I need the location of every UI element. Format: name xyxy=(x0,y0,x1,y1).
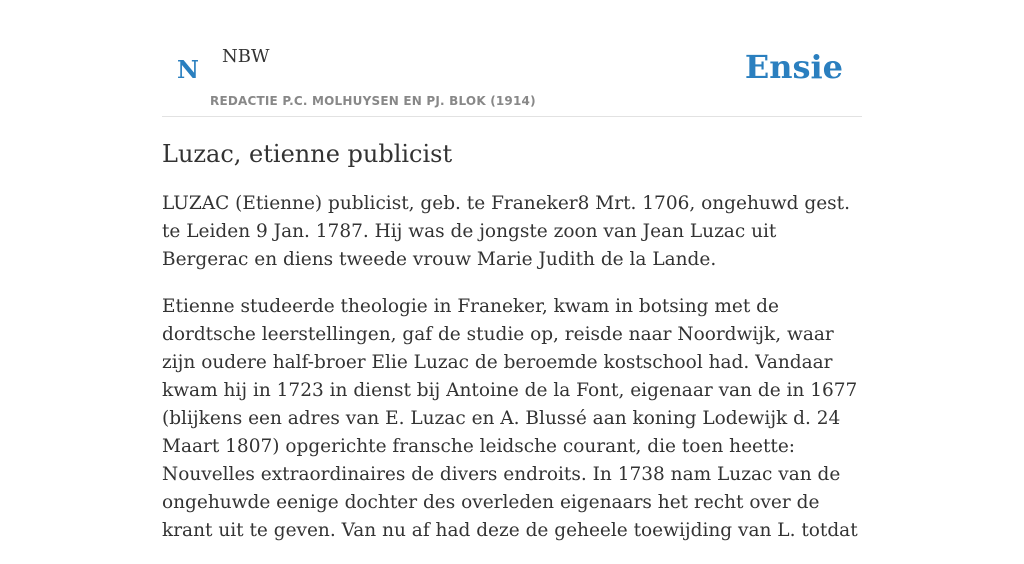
brand-logo[interactable]: Ensie xyxy=(744,48,843,86)
header xyxy=(162,0,862,117)
source-subtitle: REDACTIE P.C. MOLHUYSEN EN PJ. BLOK (1914) xyxy=(210,94,536,108)
source-name[interactable]: NBW xyxy=(222,46,270,67)
page-title: Luzac, etienne publicist xyxy=(162,140,453,168)
article xyxy=(162,138,862,564)
article-paragraph: LUZAC (Etienne) publicist, geb. te Franeker8 Mrt. 1706, ongehuwd gest. te Leiden 9 Jan. 1787. Hij was de jongste zoon van Jean Luzac uit Bergerac en diens tweede vrouw Marie Judith de la Lande. xyxy=(162,193,850,270)
source-logo[interactable]: N xyxy=(177,55,199,84)
article-paragraph: Etienne studeerde theologie in Franeker, kwam in botsing met de dordtsche leerstellingen, gaf de studie op, reisde naar Noordwijk, waar zijn oudere half-broer Elie Luzac de beroemde kostschool had. Vandaar kwam hij in 1723 in dienst bij Antoine de la Font, eigenaar van de in 1677 (blijkens een adres van E. Luzac en A. Blussé aan koning Lodewijk d. 24 Maart 1807) opgerichte fransche leidsche courant, die toen heette: Nouvelles extraordinaires de divers endroits. In 1738 nam Luzac van de ongehuwde eenige dochter des overleden eigenaars het recht over de krant uit te geven. Van nu af had deze de geheele toewijding van L. totdat xyxy=(162,296,858,541)
